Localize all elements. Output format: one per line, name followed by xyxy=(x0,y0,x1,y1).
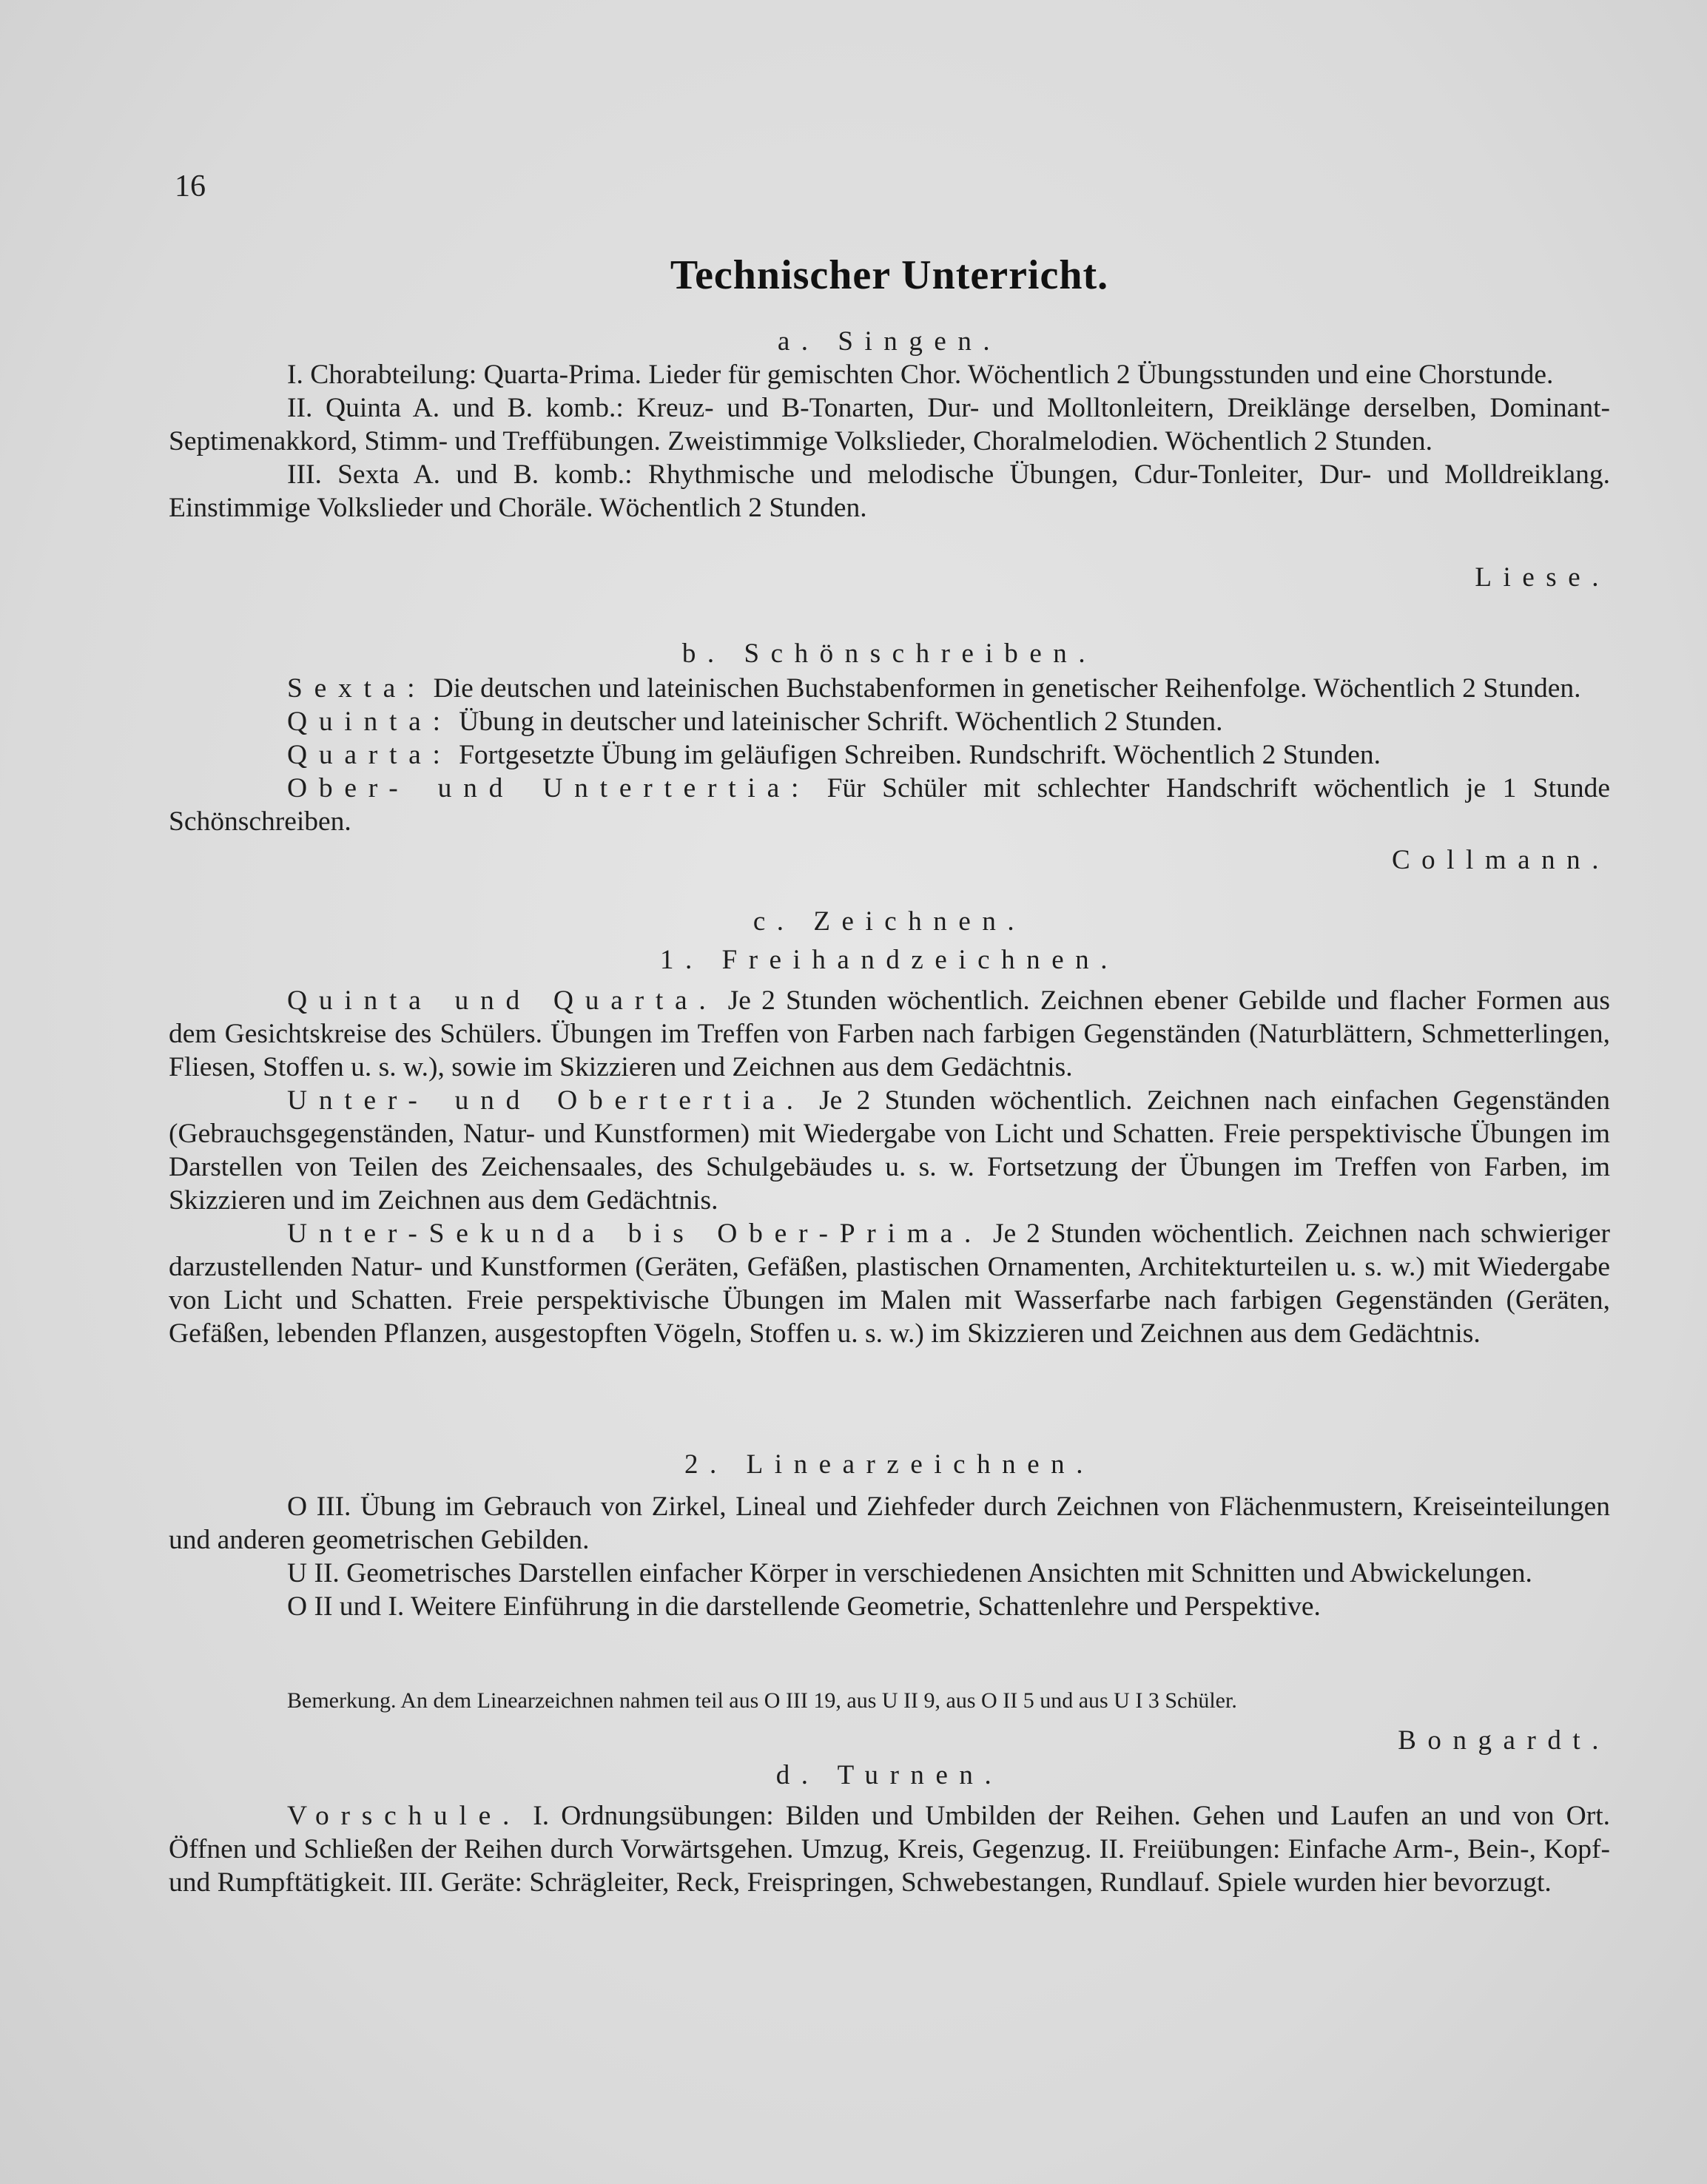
paragraph xyxy=(169,738,1610,772)
remark-text: Bemerkung. An dem Linearzeichnen nahmen teil aus O III 19, aus U II 9, aus O II 5 und aus U I 3 Schüler. xyxy=(287,1688,1237,1713)
page-title: Technischer Unterricht. xyxy=(670,252,1109,298)
section-heading-turnen: d. Turnen. xyxy=(775,1760,1003,1790)
section-linearzeichnen xyxy=(169,1490,1610,1623)
section-heading-schoenschreiben: b. Schönschreiben. xyxy=(681,638,1097,669)
teacher-signature: Collmann. xyxy=(1391,845,1610,875)
paragraph-label: Unter- und Obertertia. xyxy=(287,1085,805,1116)
subsection-heading-freihandzeichnen: 1. Freihandzeichnen. xyxy=(659,945,1120,975)
paragraph-label: Ober- und Untertertia: xyxy=(287,773,811,803)
paragraph-text: Je 2 Stunden wöchentlich. Zeichnen nach einfachen Gegenständen (Gebrauchsgegenständen, Natur- und Kunstformen) mit Wiedergabe von Licht und Schatten. Freie perspektivische Übungen im Darstellen von Teilen des Zeichensaales, des Schulgebäudes u. s. w. Fortsetzung der Übungen im Treffen von Farben, im Skizzieren und im Zeichnen aus dem Gedächtnis. xyxy=(169,1085,1610,1216)
paragraph: O II und I. Weitere Einführung in die darstellende Geometrie, Schattenlehre und Perspektive. xyxy=(287,1591,1321,1622)
remark xyxy=(169,1684,1610,1717)
paragraph-text: I. Ordnungsübungen: Bilden und Umbilden der Reihen. Gehen und Laufen an und von Ort. Öffnen und Schließen der Reihen durch Vorwärtsgehen. Umzug, Kreis, Gegenzug. II. Freiübungen: Einfache Arm-, Bein-, Kopf- und Rumpftätigkeit. III. Geräte: Schrägleiter, Reck, Freispringen, Schwebestangen, Rundlauf. Spiele wurden hier bevorzugt. xyxy=(169,1801,1610,1898)
paragraph xyxy=(169,772,1610,838)
paragraph-label: Quarta: xyxy=(287,740,452,770)
paragraph: O III. Übung im Gebrauch von Zirkel, Lineal und Ziehfeder durch Zeichnen von Flächenmustern, Kreiseinteilungen und anderen geometrischen Gebilden. xyxy=(169,1492,1610,1555)
paragraph xyxy=(169,1799,1610,1899)
paragraph xyxy=(169,672,1610,705)
paragraph-text: Für Schüler mit schlechter Handschrift wöchentlich je 1 Stunde Schönschreiben. xyxy=(169,773,1610,837)
subsection-heading-linearzeichnen: 2. Linearzeichnen. xyxy=(684,1449,1094,1480)
paragraph: II. Quinta A. und B. komb.: Kreuz- und B-Tonarten, Dur- und Molltonleitern, Dreiklänge derselben, Dominant-Septimenakkord, Stimm- und Treffübungen. Zweistimmige Volkslieder, Choralmelodien. Wöchentlich 2 Stunden. xyxy=(169,393,1610,456)
section-schoenschreiben xyxy=(169,672,1610,838)
section-freihandzeichnen xyxy=(169,984,1610,1350)
paragraph-label: Sexta: xyxy=(287,673,427,704)
paragraph-label: Vorschule. xyxy=(287,1801,522,1831)
paragraph-text: Je 2 Stunden wöchentlich. Zeichnen ebener Gebilde und flacher Formen aus dem Gesichtskreise des Schülers. Übungen im Treffen von Farben nach farbigen Gegenständen (Naturblättern, Schmetterlingen, Fliesen, Stoffen u. s. w.), sowie im Skizzieren und Zeichnen aus dem Gedächtnis. xyxy=(169,985,1610,1082)
paragraph-text: Fortgesetzte Übung im geläufigen Schreiben. Rundschrift. Wöchentlich 2 Stunden. xyxy=(451,740,1381,770)
paragraph-text: Die deutschen und lateinischen Buchstabenformen in genetischer Reihenfolge. Wöchentlich 2 Stunden. xyxy=(426,673,1581,704)
section-heading-singen: a. Singen. xyxy=(777,326,1002,357)
section-turnen xyxy=(169,1799,1610,1899)
paragraph: U II. Geometrisches Darstellen einfacher Körper in verschiedenen Ansichten mit Schnitten und Abwickelungen. xyxy=(287,1558,1532,1588)
paragraph xyxy=(169,984,1610,1084)
paragraph xyxy=(169,1084,1610,1217)
paragraph-text: Übung in deutscher und lateinischer Schrift. Wöchentlich 2 Stunden. xyxy=(451,707,1223,737)
section-heading-zeichnen: c. Zeichnen. xyxy=(753,906,1026,937)
paragraph-label: Quinta und Quarta. xyxy=(287,985,718,1016)
paragraph-label: Unter-Sekunda bis Ober-Prima. xyxy=(287,1219,983,1249)
teacher-signature: Bongardt. xyxy=(1398,1725,1610,1756)
paragraph xyxy=(169,1217,1610,1350)
paragraph-text: Je 2 Stunden wöchentlich. Zeichnen nach schwieriger darzustellenden Natur- und Kunstformen (Geräten, Gefäßen, plastischen Ornamenten, Architekturteilen u. s. w.) mit Wiedergabe von Licht und Schatten. Freie perspektivische Übungen im Malen mit Wasserfarbe nach farbigen Gegenständen (Geräten, Gefäßen, lebenden Pflanzen, ausgestopften Vögeln, Stoffen u. s. w.) im Skizzieren und Zeichnen aus dem Gedächtnis. xyxy=(169,1219,1610,1349)
section-singen xyxy=(169,358,1610,525)
paragraph: III. Sexta A. und B. komb.: Rhythmische und melodische Übungen, Cdur-Tonleiter, Dur- und Molldreiklang. Einstimmige Volkslieder und Choräle. Wöchentlich 2 Stunden. xyxy=(169,459,1610,523)
paragraph: I. Chorabteilung: Quarta-Prima. Lieder für gemischten Chor. Wöchentlich 2 Übungsstunden und eine Chorstunde. xyxy=(287,360,1554,390)
page-number: 16 xyxy=(175,169,206,203)
teacher-signature: Liese. xyxy=(1475,562,1610,593)
paragraph xyxy=(169,705,1610,738)
paragraph-label: Quinta: xyxy=(287,707,452,737)
